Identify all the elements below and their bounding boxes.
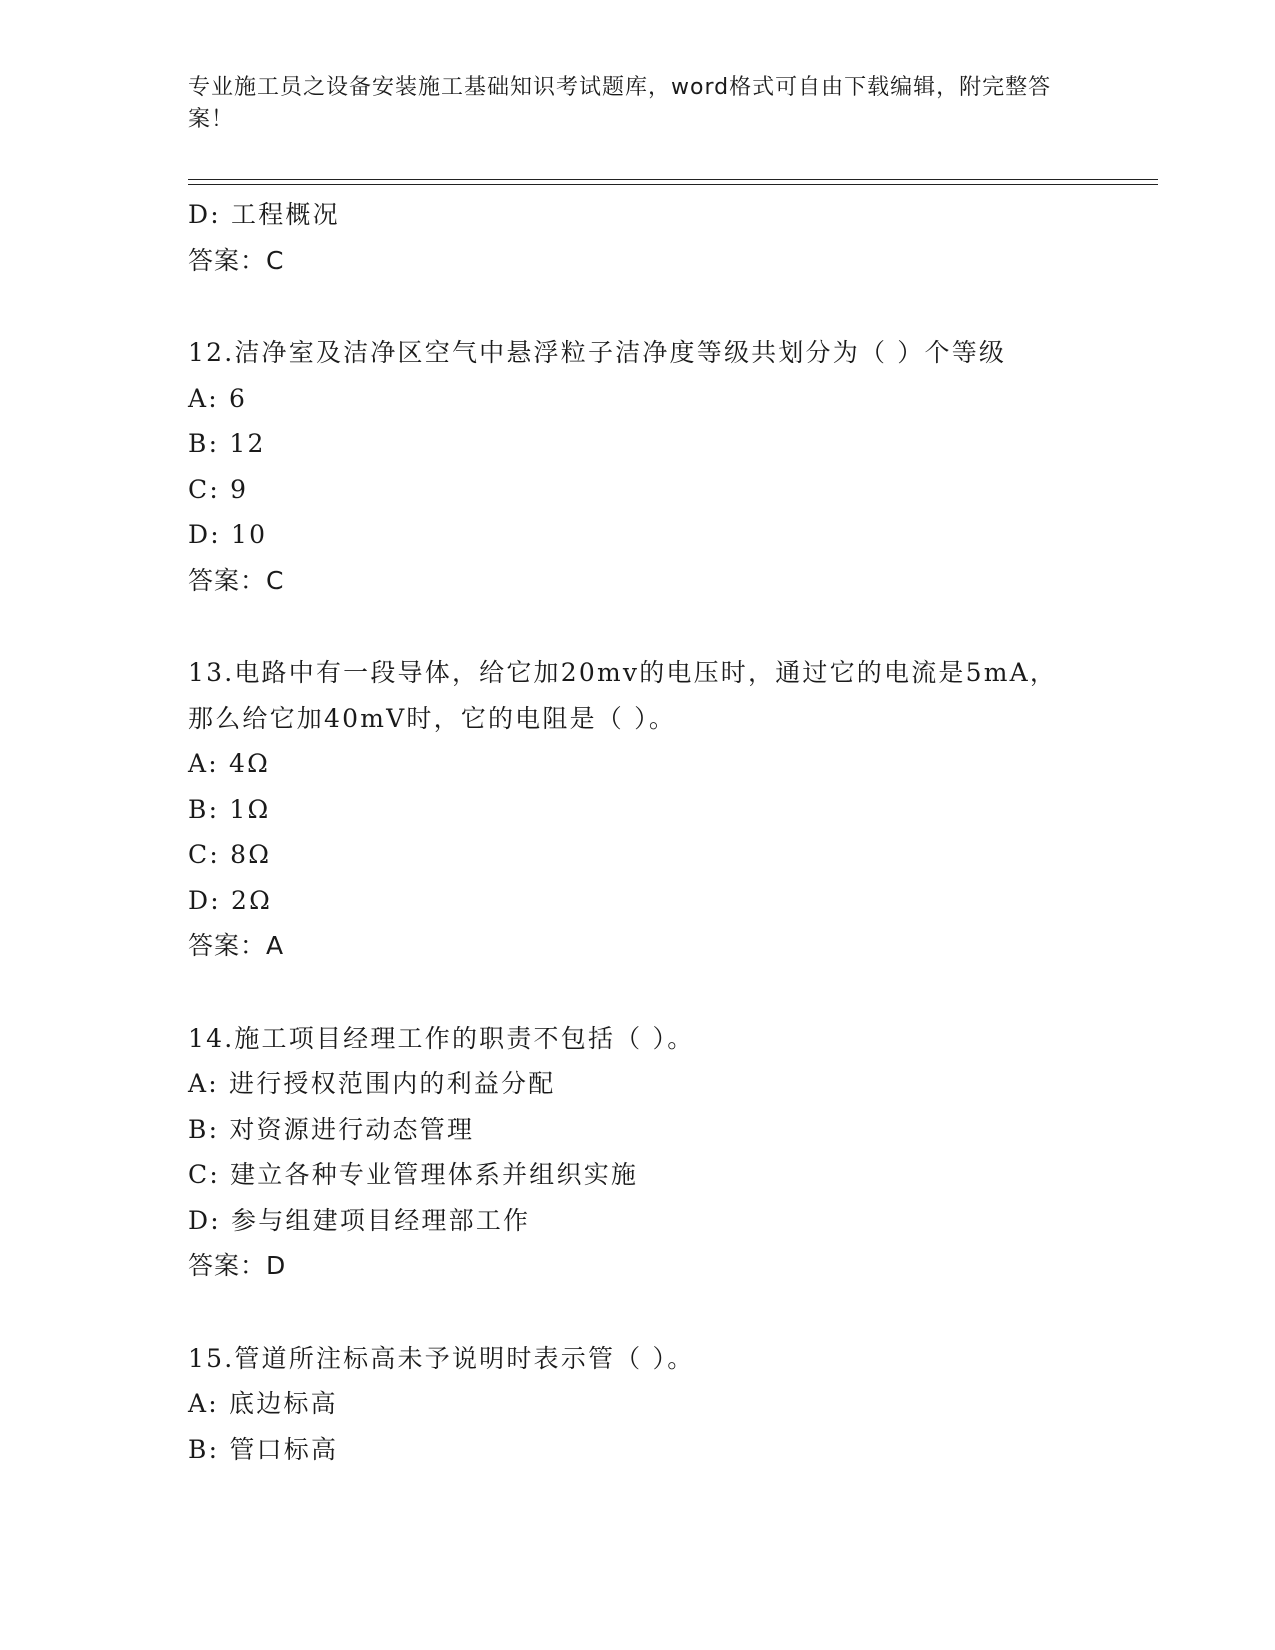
option-d: D: 10: [188, 520, 268, 549]
question-stem-line-1: 13.电路中有一段导体，给它加20mv的电压时，通过它的电流是5mA，: [188, 658, 1058, 687]
option-c: C: 9: [188, 474, 249, 504]
question-stem-line-2: 那么给它加40mV时，它的电阻是（ ）。: [188, 703, 677, 733]
question-stem: 12.洁净室及洁净区空气中悬浮粒子洁净度等级共划分为（ ）个等级: [188, 338, 1007, 367]
header-divider-top: [188, 179, 1158, 180]
option-d: D: 2Ω: [188, 885, 273, 915]
option-a: A: 进行授权范围内的利益分配: [188, 1069, 556, 1098]
option-b: B: 对资源进行动态管理: [188, 1114, 475, 1144]
option-a: A: 4Ω: [188, 749, 271, 778]
answer: 答案：C: [188, 245, 285, 275]
option-c: C: 建立各种专业管理体系并组织实施: [188, 1160, 639, 1189]
option-b: B: 管口标高: [188, 1434, 339, 1464]
option-d: D: 参与组建项目经理部工作: [188, 1205, 531, 1235]
answer: 答案：A: [188, 931, 285, 960]
question-15: [188, 1336, 1148, 1473]
option-a: A: 6: [188, 383, 248, 413]
page-header: 专业施工员之设备安装施工基础知识考试题库，word格式可自由下载编辑，附完整答案！: [188, 75, 1052, 132]
header-divider-bottom: [188, 184, 1158, 185]
question-13: [188, 650, 1148, 969]
answer: 答案：D: [188, 1251, 287, 1280]
option-a: A: 底边标高: [188, 1389, 338, 1418]
option-b: B: 12: [188, 429, 266, 458]
option-b: B: 1Ω: [188, 794, 271, 824]
option-d: D: 工程概况: [188, 200, 340, 229]
question-list: [188, 192, 1148, 1472]
question-14: [188, 1016, 1148, 1289]
answer: 答案：C: [188, 565, 285, 595]
question-stem: 15.管道所注标高未予说明时表示管（ ）。: [188, 1343, 695, 1373]
question-stem: 14.施工项目经理工作的职责不包括（ ）。: [188, 1023, 695, 1053]
question-12: [188, 330, 1148, 603]
option-c: C: 8Ω: [188, 840, 272, 869]
